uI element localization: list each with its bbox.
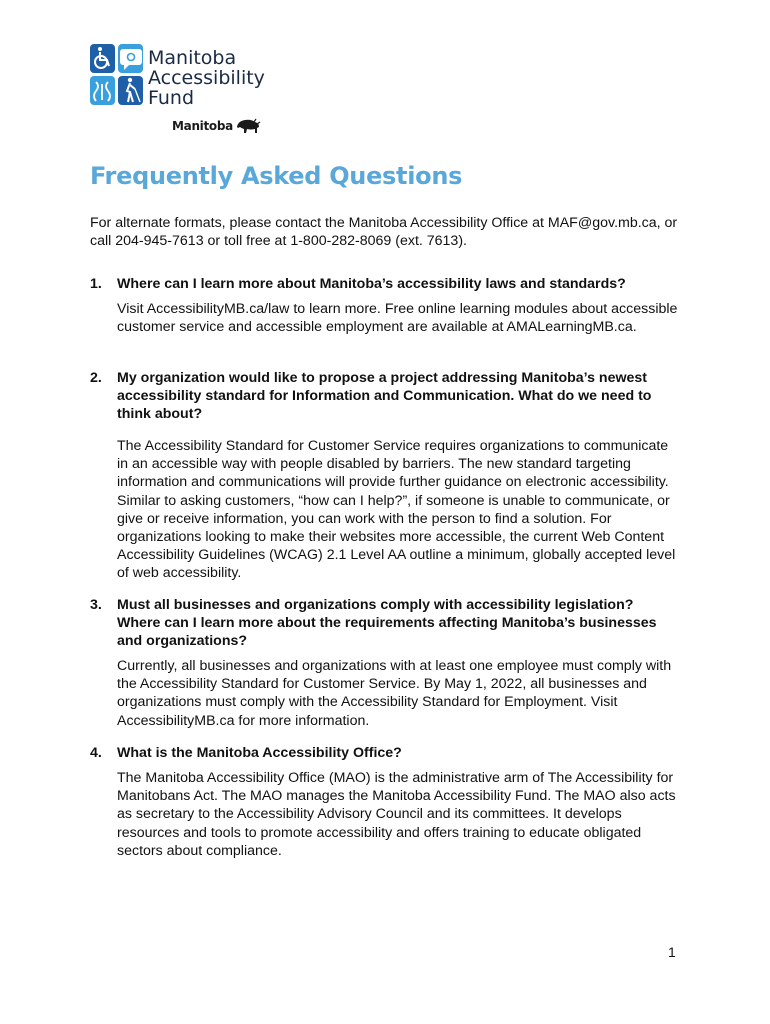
page-number: 1 xyxy=(668,944,676,960)
cane-user-icon xyxy=(127,78,140,102)
faq-number-1: 1. xyxy=(90,276,102,292)
faq-question-1 xyxy=(90,275,680,293)
fund-name-line-3: Fund xyxy=(148,87,195,109)
page-title: Frequently Asked Questions xyxy=(90,162,463,190)
hearing-icon xyxy=(94,82,110,101)
government-wordmark xyxy=(172,118,261,134)
manitoba-accessibility-fund-logo xyxy=(90,44,290,144)
faq-question-text-4: What is the Manitoba Accessibility Office? xyxy=(117,745,402,761)
speech-bubble-icon xyxy=(120,49,142,70)
faq-answer-4: The Manitoba Accessibility Office (MAO) is the administrative arm of The Accessibility for Manitobans Act. The MAO manages the Manitoba Accessibility Fund. The MAO also acts as secretary to the Accessibility Advisory Council and its committees. It develops resources and tools to promote accessibility and offers training to educate obligated sectors about compliance. xyxy=(117,770,676,859)
fund-name-line-1: Manitoba xyxy=(148,47,237,69)
faq-number-2: 2. xyxy=(90,370,102,386)
faq-number-3: 3. xyxy=(90,597,102,613)
faq-answer-2: The Accessibility Standard for Customer Service requires organizations to communicate in an accessible way with people disabled by barriers. The new standard targeting information and communications will provide further guidance on electronic accessibility. Similar to asking customers, “how can I help?”, if someone is unable to communicate, or give or receive information, you can work with the person to find a solution. For organizations looking to make their websites more accessible, the current Web Content Accessibility Guidelines (WCAG) 2.1 Level AA outline a minimum, globally accepted level of web accessibility. xyxy=(117,438,676,582)
faq-answer-1: Visit AccessibilityMB.ca/law to learn more. Free online learning modules about accessible customer service and accessible employment are available at AMALearningMB.ca. xyxy=(117,301,678,336)
faq-question-2 xyxy=(90,369,680,424)
faq-answer-3: Currently, all businesses and organizations with at least one employee must comply with the Accessibility Standard for Customer Service. By May 1, 2022, all businesses and organizations must comply with the Accessibility Standard for Employment. Visit AccessibilityMB.ca for more information. xyxy=(117,658,672,729)
wheelchair-icon xyxy=(95,47,109,68)
faq-question-text-3: Must all businesses and organizations comply with accessibility legislation? Where can I learn more about the requirements affecting Manitoba’s businesses and organizations? xyxy=(117,597,657,650)
faq-number-4: 4. xyxy=(90,745,102,761)
faq-question-4 xyxy=(90,744,680,762)
logo-symbols xyxy=(90,44,144,106)
bison-icon xyxy=(235,118,261,134)
logo-icon-grid xyxy=(90,44,144,106)
intro-paragraph: For alternate formats, please contact the Manitoba Accessibility Office at MAF@gov.mb.ca, or call 204-945-7613 or toll free at 1-800-282-8069 (ext. 7613). xyxy=(90,215,678,250)
faq-question-text-1: Where can I learn more about Manitoba’s accessibility laws and standards? xyxy=(117,276,626,292)
faq-question-text-2: My organization would like to propose a project addressing Manitoba’s newest accessibility standard for Information and Communication. What do we need to think about? xyxy=(117,370,652,423)
fund-name-line-2: Accessibility xyxy=(148,67,265,89)
government-wordmark-text: Manitoba xyxy=(172,119,233,133)
fund-name xyxy=(148,48,308,108)
faq-question-3 xyxy=(90,596,680,651)
